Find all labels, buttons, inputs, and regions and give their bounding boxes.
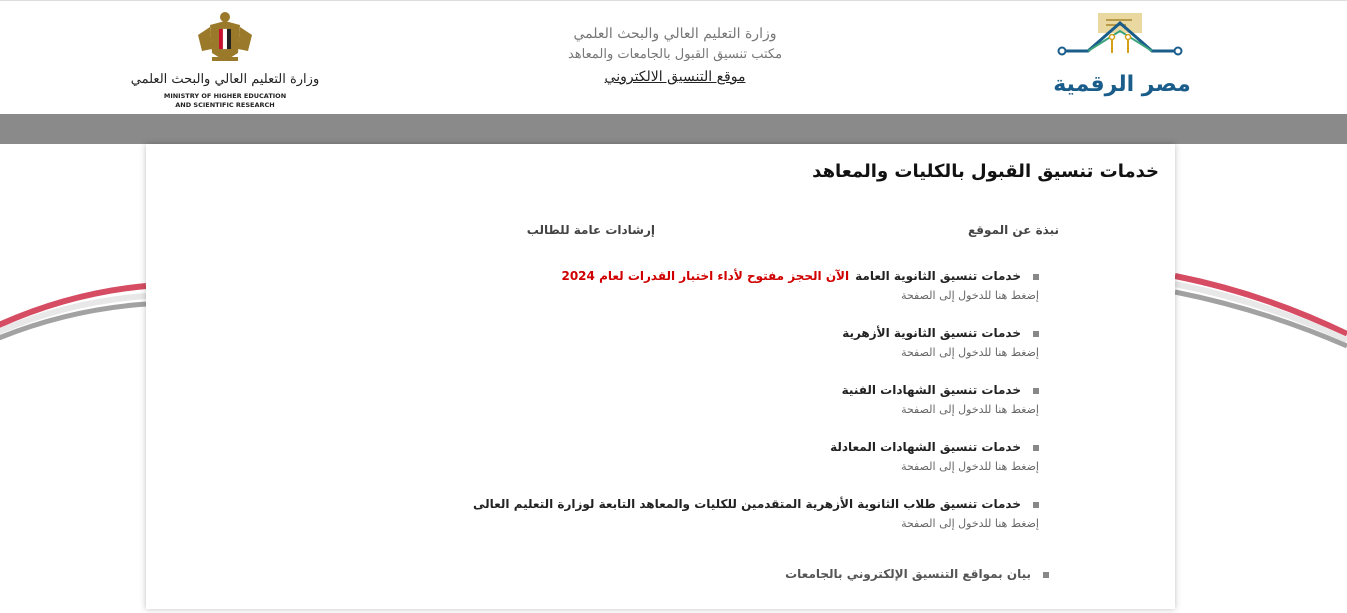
service-item bbox=[561, 269, 1039, 302]
ministry-title: وزارة التعليم العالي والبحث العلمي bbox=[573, 26, 777, 42]
office-title: مكتب تنسيق القبول بالجامعات والمعاهد bbox=[567, 47, 783, 62]
digital-egypt-logo[interactable] bbox=[1052, 9, 1192, 101]
enter-page-link[interactable]: إضغط هنا للدخول إلى الصفحة bbox=[901, 289, 1039, 302]
enter-page-link[interactable]: إضغط هنا للدخول إلى الصفحة bbox=[901, 403, 1039, 416]
about-site-link[interactable]: نبذة عن الموقع bbox=[967, 223, 1059, 237]
service-item bbox=[830, 440, 1039, 473]
right-flag-decoration bbox=[1175, 144, 1347, 609]
statement-link[interactable]: بيان بمواقع التنسيق الإلكتروني بالجامعات bbox=[785, 567, 1031, 581]
bullet-icon bbox=[1033, 274, 1039, 280]
ministry-logo[interactable] bbox=[130, 5, 320, 113]
header-titles bbox=[540, 23, 810, 85]
service-item bbox=[842, 326, 1039, 359]
service-item bbox=[842, 383, 1039, 416]
service-title-link[interactable]: خدمات تنسيق الثانوية العامة bbox=[855, 269, 1021, 283]
university-portals-statement bbox=[785, 567, 1049, 581]
service-item bbox=[473, 497, 1039, 530]
left-flag-decoration bbox=[0, 144, 146, 609]
page-title: خدمات تنسيق القبول بالكليات والمعاهد bbox=[812, 161, 1159, 182]
bullet-icon bbox=[1033, 445, 1039, 451]
enter-page-link[interactable]: إضغط هنا للدخول إلى الصفحة bbox=[901, 346, 1039, 359]
header-divider-band bbox=[0, 114, 1347, 144]
enter-page-link[interactable]: إضغط هنا للدخول إلى الصفحة bbox=[901, 517, 1039, 530]
eagle-emblem-icon bbox=[130, 5, 320, 113]
svg-text:MINISTRY OF HIGHER EDUCATION: MINISTRY OF HIGHER EDUCATION bbox=[163, 92, 287, 100]
circuit-house-icon bbox=[1052, 9, 1192, 101]
svg-text:وزارة التعليم العالي والبحث ال: وزارة التعليم العالي والبحث العلمي bbox=[130, 72, 320, 87]
site-header bbox=[0, 0, 1347, 115]
service-title-link[interactable]: خدمات تنسيق الثانوية الأزهرية bbox=[842, 326, 1021, 340]
service-title-link[interactable]: خدمات تنسيق طلاب الثانوية الأزهرية المتقدمين للكليات والمعاهد التابعة لوزارة التعليم العالى bbox=[472, 497, 1021, 511]
service-title-link[interactable]: خدمات تنسيق الشهادات المعادلة bbox=[830, 440, 1021, 454]
alert-text: الآن الحجز مفتوح لأداء اختبار القدرات لعام 2024 bbox=[561, 269, 850, 283]
bullet-icon bbox=[1033, 502, 1039, 508]
bullet-icon bbox=[1033, 388, 1039, 394]
svg-text:AND SCIENTIFIC RESEARCH: AND SCIENTIFIC RESEARCH bbox=[175, 101, 275, 109]
bullet-icon bbox=[1033, 331, 1039, 337]
main-content bbox=[146, 144, 1175, 609]
svg-text:مصر الرقمية: مصر الرقمية bbox=[1053, 72, 1191, 97]
enter-page-link[interactable]: إضغط هنا للدخول إلى الصفحة bbox=[901, 460, 1039, 473]
portal-link[interactable]: موقع التنسيق الالكتروني bbox=[604, 69, 746, 85]
service-title-link[interactable]: خدمات تنسيق الشهادات الفنية bbox=[841, 383, 1021, 397]
bullet-icon bbox=[1043, 572, 1049, 578]
student-guidelines-link[interactable]: إرشادات عامة للطالب bbox=[526, 223, 655, 237]
